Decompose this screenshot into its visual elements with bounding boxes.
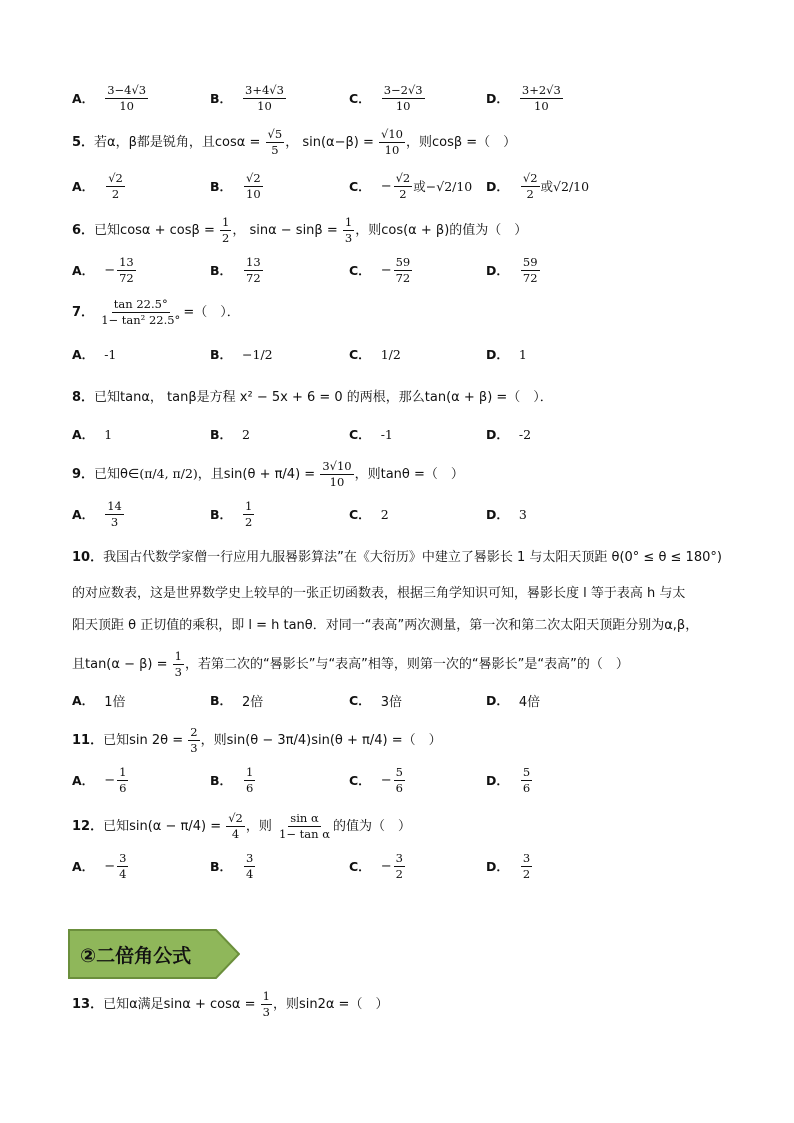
q7-option-b[interactable]: B． −1/2 (210, 346, 273, 362)
q12-stem: 12．已知sin(α − π/4) = $\frac{√2}{4}$ ，则 $\frac{\text{sin α}}{\text{1− tan α}}$ 的值为（ ） (72, 811, 411, 841)
q10-option-d[interactable]: D． 4倍 (486, 693, 541, 710)
q8-option-c[interactable]: C． -1 (349, 426, 393, 442)
q6-option-d[interactable]: D． 59 72 (486, 254, 538, 285)
q9-option-c[interactable]: C． 2 (349, 506, 389, 522)
q11-option-b[interactable]: B． 1 6 (210, 764, 254, 795)
q7-option-d[interactable]: D． 1 (486, 346, 527, 362)
q10-line-3: 阳天顶距 θ 正切值的乘积，即 l = h tanθ．对同一“表高”两次测量，第一次和第二次太阳天顶距分别为α,β， (72, 618, 699, 633)
q10-options (72, 684, 722, 716)
q4-option-a[interactable]: A． 3−4√3 10 (72, 82, 147, 113)
q6-options (72, 254, 722, 286)
q9-stem: 9．已知θ∈(π/4, π/2)，且sin(θ + π/4) = $\frac{3√10}{10}$ ，则tanθ =（ ） (72, 459, 464, 489)
q7-options (72, 338, 722, 370)
q12-option-a[interactable]: A． − $\frac{3}{4}$ (72, 850, 127, 881)
q11-option-c[interactable]: C． − $\frac{5}{6}$ (349, 764, 403, 795)
q6-option-c[interactable]: C． − $\frac{59}{72}$ (349, 254, 411, 285)
section-title: ②二倍角公式 (80, 944, 192, 967)
q7-option-c[interactable]: C． 1/2 (349, 346, 401, 362)
q5-stem: 5．若α，β都是锐角，且cosα = $\frac{√5}{5}$ ， sin(α−β) = $\frac{√10}{10}$ ，则cosβ =（ ） (72, 127, 517, 157)
q8-stem: 8．已知tanα， tanβ是方程 x² − 5x + 6 = 0 的两根，那么tan(α + β) =（ ）． (72, 390, 553, 405)
q5-option-d[interactable]: D． √2 2 或√2/10 (486, 170, 590, 201)
q9-option-d[interactable]: D． 3 (486, 506, 527, 522)
q12-option-c[interactable]: C． − $\frac{3}{2}$ (349, 850, 403, 881)
section-banner (68, 928, 240, 980)
q11-option-a[interactable]: A． − $\frac{1}{6}$ (72, 764, 127, 795)
q9-option-b[interactable]: B． 1 2 (210, 498, 253, 529)
q12-option-b[interactable]: B． 3 4 (210, 850, 254, 881)
q13-stem: 13．已知α满足sinα + cosα = $\frac{1}{3}$ ，则sin2α =（ ） (72, 989, 389, 1019)
q12-options (72, 850, 722, 882)
q12-option-d[interactable]: D． 3 2 (486, 850, 531, 881)
q11-stem: 11．已知sin 2θ = $\frac{2}{3}$ ，则sin(θ − 3π/4)sin(θ + π/4) =（ ） (72, 725, 442, 755)
q7-option-a[interactable]: A． -1 (72, 346, 117, 362)
q5-options (72, 170, 722, 202)
q6-option-a[interactable]: A． − $\frac{13}{72}$ (72, 254, 134, 285)
q10-line-2: 的对应数表，这是世界数学史上较早的一张正切函数表，根据三角学知识可知，晷影长度 l 等于表高 h 与太 (72, 586, 686, 601)
q10-option-a[interactable]: A． 1倍 (72, 693, 126, 710)
q8-option-b[interactable]: B． 2 (210, 426, 250, 442)
q4-options (72, 82, 722, 114)
q6-stem: 6．已知cosα + cosβ = $\frac{1}{2}$ ， sinα − sinβ = $\frac{1}{3}$ ，则cos(α + β)的值为（ ） (72, 215, 528, 245)
q5-option-b[interactable]: B． √2 10 (210, 170, 261, 201)
q9-options (72, 498, 722, 530)
q11-option-d[interactable]: D． 5 6 (486, 764, 531, 795)
q7-stem: 7． $\frac{\tan 22.5^\circ}{\text{1− tan² 22.5°}}$ =（ ）． (72, 297, 240, 327)
q5-option-c[interactable]: C． − $\frac{√2}{2}$ 或−√2/10 (349, 170, 473, 201)
q6-option-b[interactable]: B． 13 72 (210, 254, 261, 285)
q10-line-4: 且tan(α − β) = $\frac{1}{3}$ ，若第二次的“晷影长”与“表高”相等，则第一次的“晷影长”是“表高”的（ ） (72, 649, 629, 679)
q4-option-c[interactable]: C． 3−2√3 10 (349, 82, 423, 113)
q10-option-b[interactable]: B． 2倍 (210, 693, 264, 710)
q10-option-c[interactable]: C． 3倍 (349, 693, 402, 710)
q8-options (72, 418, 722, 450)
q5-option-a[interactable]: A． √2 2 (72, 170, 123, 201)
q8-option-a[interactable]: A． 1 (72, 426, 113, 442)
q4-option-b[interactable]: B． 3+4√3 10 (210, 82, 284, 113)
q10-line-1: 10．我国古代数学家僧一行应用九服晷影算法”在《大衍历》中建立了晷影长 1 与太阳天顶距 θ(0° ≤ θ ≤ 180°) (72, 550, 722, 565)
q9-option-a[interactable]: A． 14 3 (72, 498, 122, 529)
q11-options (72, 764, 722, 796)
q8-option-d[interactable]: D． -2 (486, 426, 532, 442)
q4-option-d[interactable]: D． 3+2√3 10 (486, 82, 561, 113)
